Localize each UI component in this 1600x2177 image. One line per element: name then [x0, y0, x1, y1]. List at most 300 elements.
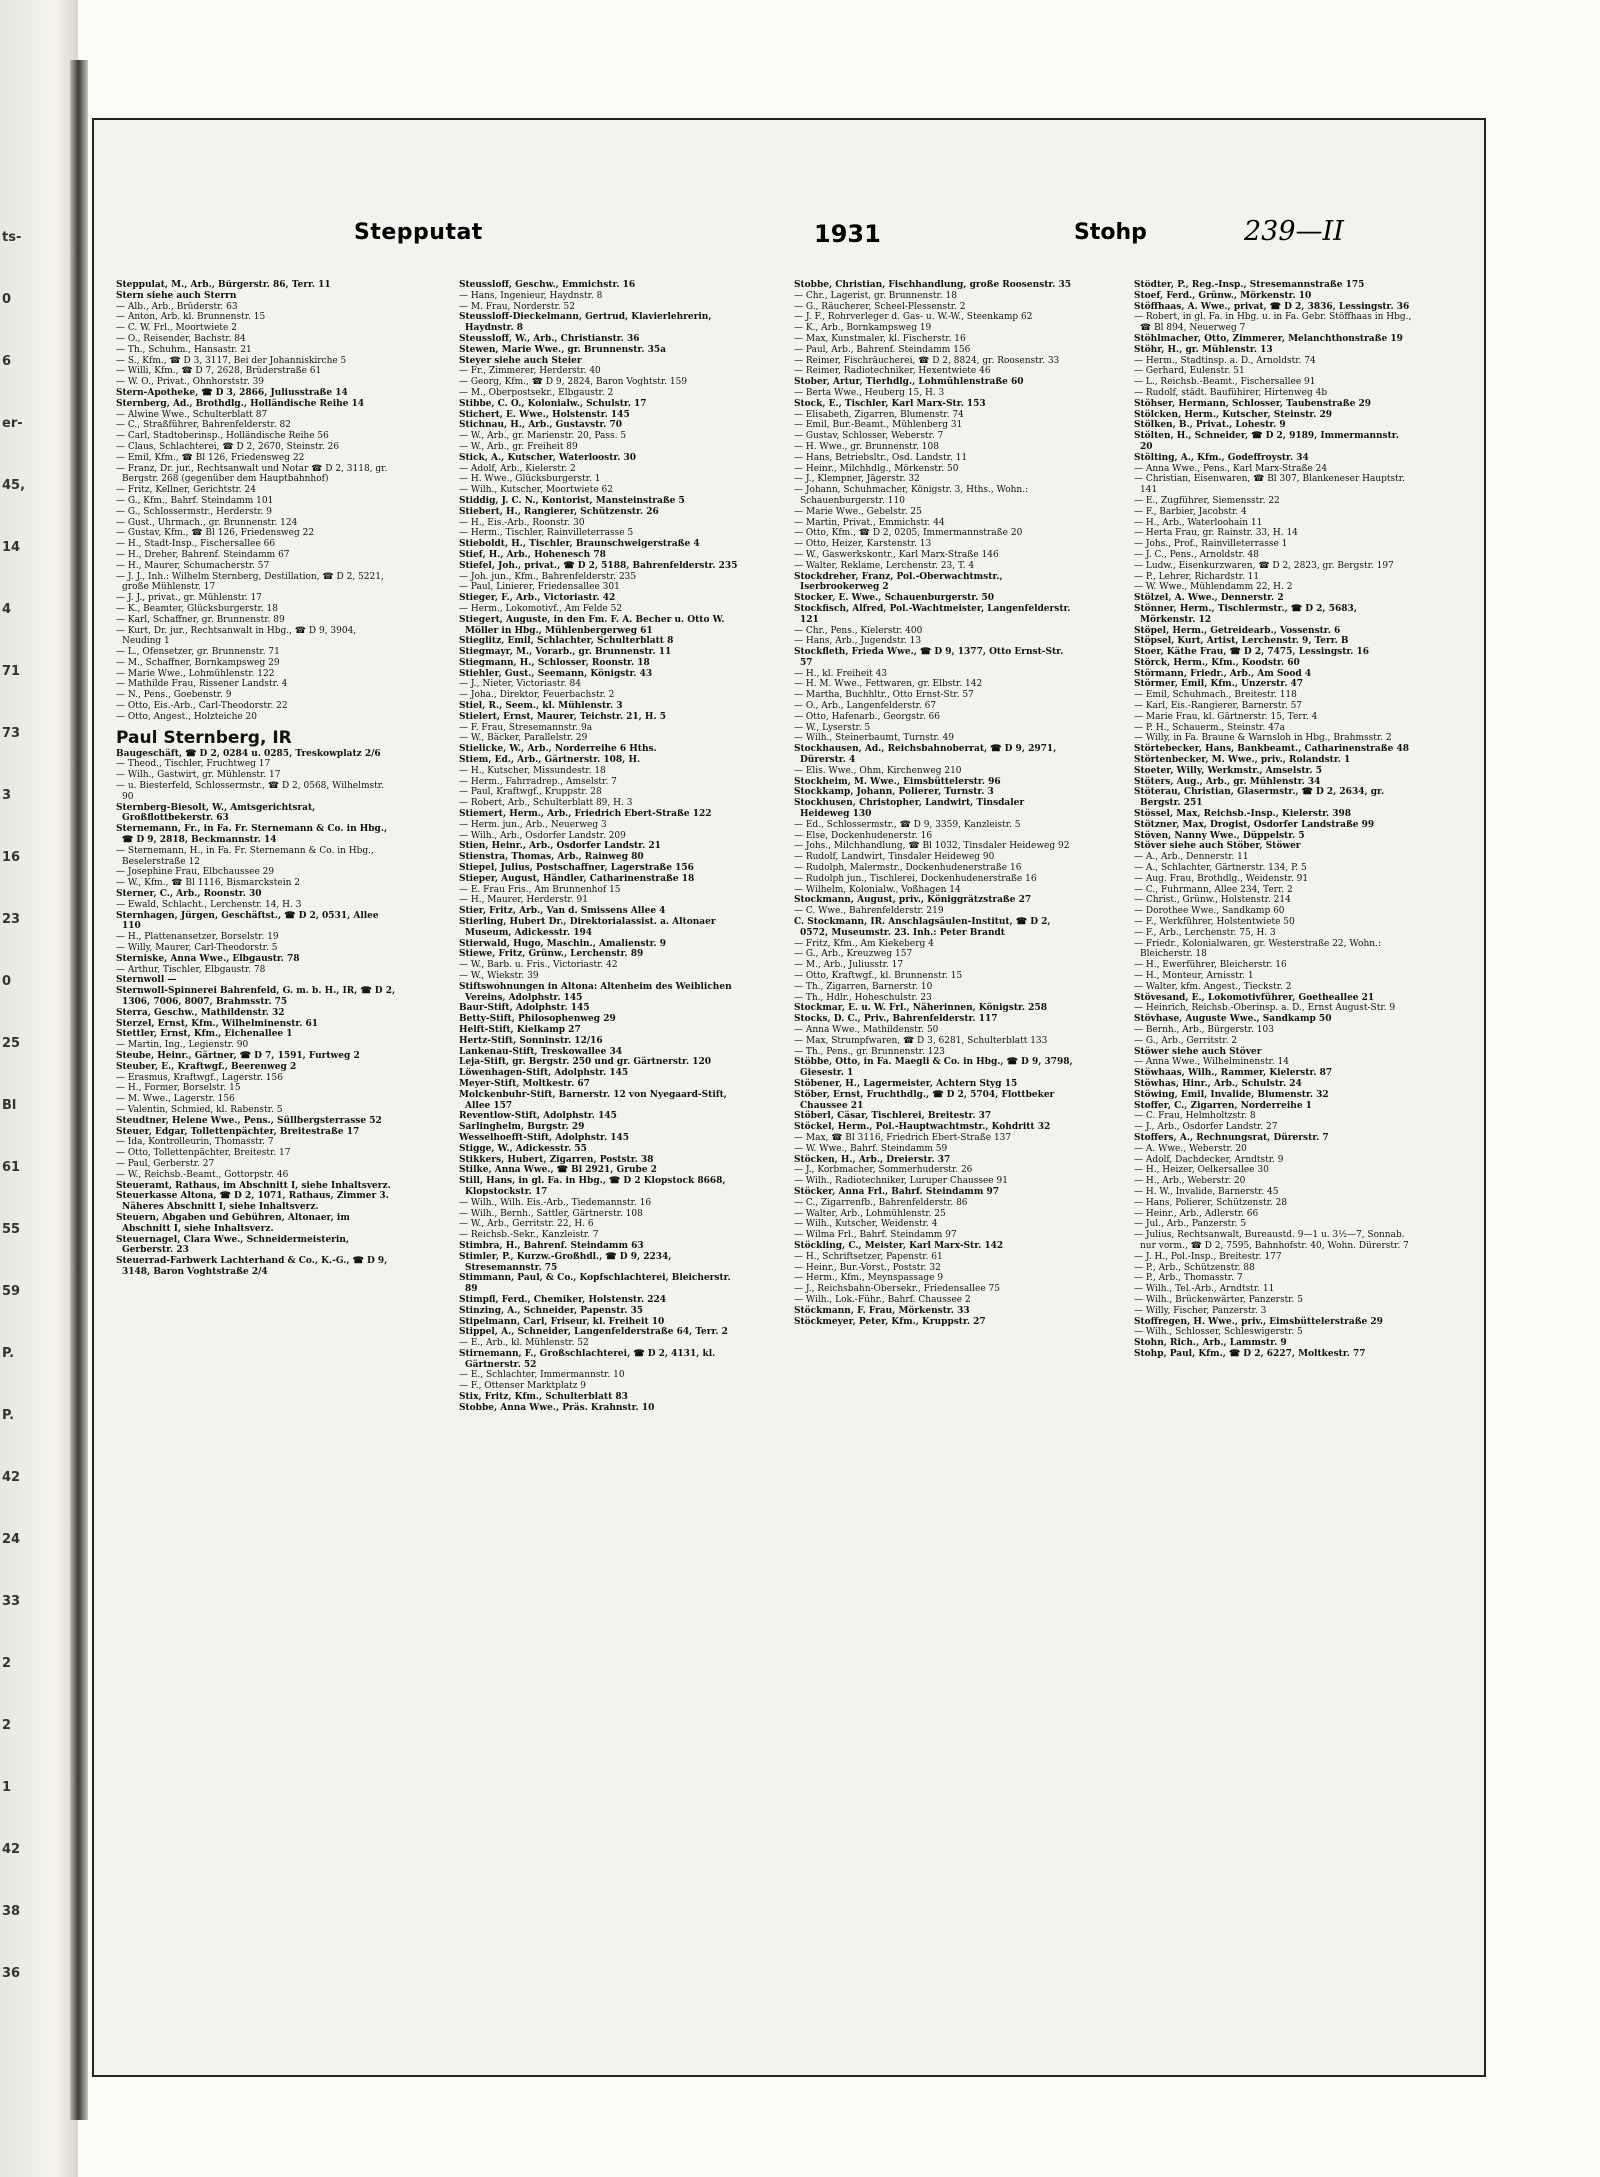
directory-entry: — Paul, Linierer, Friedensallee 301 — [459, 582, 620, 593]
directory-entry: Stölzel, A. Wwe., Dennerstr. 2 — [1134, 593, 1284, 604]
directory-entry: Stöhlmacher, Otto, Zimmerer, Melanchthonstraße 19 — [1134, 333, 1403, 344]
directory-entry: — M., Oberpostsekr., Elbgaustr. 2 — [459, 387, 614, 398]
directory-entry: — Otto, Kraftwgf., kl. Brunnenstr. 15 — [794, 971, 963, 981]
margin-fragment: P. — [2, 1408, 15, 1423]
directory-entry: — Emil, Schuhmach., Breitestr. 118 — [1134, 690, 1297, 701]
directory-entry: — G., Arb., Kreuzweg 157 — [794, 949, 913, 960]
directory-entry: Stiel, R., Seem., kl. Mühlenstr. 3 — [459, 701, 623, 712]
directory-entry: Stobbe, Anna Wwe., Präs. Krahnstr. 10 — [459, 1402, 655, 1413]
directory-entry: Sterner, C., Arb., Roonstr. 30 — [116, 889, 262, 900]
directory-entry: Sternberg-Biesolt, W., Amtsgerichtsrat, Großflottbekerstr. 63 — [116, 802, 316, 824]
directory-entry: — Paul, Kraftwgf., Kruppstr. 28 — [459, 787, 602, 798]
directory-entry: — Aug. Frau, Brothdlg., Weidenstr. 91 — [1134, 873, 1309, 884]
directory-entry: — Hans, Polierer, Schützenstr. 28 — [1134, 1197, 1288, 1208]
directory-entry: Stöterau, Christian, Glasermstr., ☎ D 2, 2634, gr. Bergstr. 251 — [1134, 787, 1385, 809]
directory-entry: — P., Arb., Thomasstr. 7 — [1134, 1273, 1243, 1284]
page-number: 239—II — [1244, 216, 1344, 247]
directory-entry: Stockfisch, Alfred, Pol.-Wachtmeister, Langenfelderstr. 121 — [794, 603, 1071, 625]
directory-entry: Stien, Heinr., Arb., Osdorfer Landstr. 21 — [459, 841, 661, 852]
directory-entry: Leja-Stift, gr. Bergstr. 250 und gr. Gärtnerstr. 120 — [459, 1057, 712, 1068]
directory-entry: — W., Bäcker, Parallelstr. 29 — [459, 733, 588, 744]
margin-fragment: 3 — [2, 788, 12, 803]
directory-entry: Stiefel, Joh., privat., ☎ D 2, 5188, Bahrenfelderstr. 235 — [459, 560, 738, 571]
directory-entry: — Marie Wwe., Gebelstr. 25 — [794, 506, 922, 517]
directory-entry: — Max, Strumpfwaren, ☎ D 3, 6281, Schulterblatt 133 — [794, 1035, 1048, 1046]
directory-entry: Stöbener, H., Lagermeister, Achtern Styg 15 — [794, 1078, 1018, 1089]
directory-entry: — Christ., Grünw., Holstenstr. 214 — [1134, 895, 1291, 906]
directory-entry: Stimler, P., Kurzw.-Großhdl., ☎ D 9, 2234, Stresemannstr. 75 — [459, 1251, 672, 1273]
directory-entry: — P. H., Schauerm., Steinstr. 47a — [1134, 722, 1286, 733]
directory-entry: — J., Klempner, Jägerstr. 32 — [794, 474, 920, 485]
directory-entry: — Joha., Direktor, Feuerbachstr. 2 — [459, 690, 615, 701]
directory-entry: — Willy, Maurer, Carl-Theodorstr. 5 — [116, 943, 278, 954]
directory-entry: — Wilh., Brückenwärter, Panzerstr. 5 — [1134, 1294, 1303, 1305]
directory-entry: — C., Straßführer, Bahrenfelderstr. 82 — [116, 420, 291, 431]
directory-entry: — Hans, Ingenieur, Haydnstr. 8 — [459, 290, 603, 301]
directory-entry: — Emil, Kfm., ☎ Bl 126, Friedensweg 22 — [116, 452, 305, 463]
directory-entry: — G., Räucherer, Scheel-Plessenstr. 2 — [794, 301, 966, 312]
directory-entry: — J., Reichsbahn-Obersekr., Friedensallee 75 — [794, 1284, 1000, 1295]
directory-entry: Baugeschäft, ☎ D 2, 0284 u. 0285, Treskowplatz 2/6 — [116, 748, 381, 759]
directory-entry: — Rudolf, städt. Baufühirer, Hirtenweg 4b — [1134, 387, 1328, 398]
directory-entry: Stöcker, Anna Frl., Bahrf. Steindamm 97 — [794, 1186, 999, 1197]
directory-entry: Stöver siehe auch Stöber, Stöwer — [1134, 841, 1301, 852]
directory-entry: Steyer siehe auch Steier — [459, 355, 582, 366]
directory-entry: — Wilh., Wilh. Eis.-Arb., Tiedemannstr. 16 — [459, 1197, 652, 1208]
directory-entry: — A., Arb., Dennerstr. 11 — [1134, 852, 1249, 863]
margin-fragment: 6 — [2, 354, 12, 369]
directory-entry: — J. J., Inh.: Wilhelm Sternberg, Destillation, ☎ D 2, 5221, große Mühlenstr. 17 — [116, 571, 384, 593]
directory-entry: — Arthur, Tischler, Elbgaustr. 78 — [116, 964, 266, 975]
directory-entry: Stöwhas, Hinr., Arb., Schulstr. 24 — [1134, 1078, 1302, 1089]
page-header — [354, 216, 1434, 260]
directory-entry: Stichert, E. Wwe., Holstenstr. 145 — [459, 409, 630, 420]
directory-entry: — P., Lehrer, Richardstr. 11 — [1134, 571, 1260, 582]
directory-entry: — J. F., Rohrverleger d. Gas- u. W.-W., Steenkamp 62 — [794, 312, 1033, 323]
directory-entry: Steussloff, W., Arb., Christianstr. 36 — [459, 333, 640, 344]
directory-entry: — A. Wwe., Weberstr. 20 — [1134, 1143, 1247, 1154]
directory-entry: — F., Werkführer, Holstentwiete 50 — [1134, 917, 1295, 928]
directory-entry: — H., Stadt-Insp., Fischersallee 66 — [116, 539, 276, 550]
directory-entry: — Elisabeth, Zigarren, Blumenstr. 74 — [794, 409, 964, 420]
directory-entry: Sarlinghelm, Burgstr. 29 — [459, 1122, 585, 1133]
directory-entry: — S., Kfm., ☎ D 3, 3117, Bei der Johanniskirche 5 — [116, 355, 347, 366]
directory-entry: Hertz-Stift, Sonninstr. 12/16 — [459, 1035, 603, 1046]
directory-entry: Stick, A., Kutscher, Waterloostr. 30 — [459, 452, 637, 463]
directory-entry: — H., Plattenansetzer, Borselstr. 19 — [116, 932, 279, 943]
directory-entry: — H., Schriftsetzer, Papenstr. 61 — [794, 1251, 943, 1262]
directory-entry: — Rudolph jun., Tischlerei, Dockenhudenerstraße 16 — [794, 873, 1037, 884]
directory-entry: — Heinr., Milchhdlg., Mörkenstr. 50 — [794, 463, 959, 474]
directory-entry: Stockmann, August, priv., Königgrätzstraße 27 — [794, 895, 1032, 906]
directory-entry: Stiewe, Fritz, Grünw., Lerchenstr. 89 — [459, 949, 644, 960]
directory-entry: Stöven, Nanny Wwe., Düppelstr. 5 — [1134, 830, 1305, 841]
directory-entry: — Otto, Hafenarb., Georgstr. 66 — [794, 711, 941, 722]
directory-entry: Stimpfl, Ferd., Chemiker, Holstenstr. 224 — [459, 1294, 667, 1305]
directory-entry: Steuerkasse Altona, ☎ D 2, 1071, Rathaus, Zimmer 3. Näheres Abschnitt I, siehe Inhaltsverz. — [116, 1191, 389, 1213]
directory-entry: — Herm., Tischler, Rainvilleterrasse 5 — [459, 528, 634, 539]
directory-entry: Störmann, Friedr., Arb., Am Sood 4 — [1134, 668, 1312, 679]
directory-entry: — W., Reichsb.-Beamt., Gottorpstr. 46 — [116, 1169, 289, 1180]
margin-fragment: 33 — [2, 1594, 21, 1609]
directory-entry: C. Stockmann, IR. Anschlagsäulen-Institut, ☎ D 2, 0572, Museumstr. 23. Inh.: Peter Brandt — [794, 917, 1051, 938]
directory-entry: Stier, Fritz, Arb., Van d. Smissens Allee 4 — [459, 906, 666, 917]
directory-entry: Stöwer siehe auch Stöver — [1134, 1046, 1262, 1057]
directory-entry: Stölken, B., Privat., Lohestr. 9 — [1134, 420, 1286, 431]
directory-entry: — H. W., Invalide, Barnerstr. 45 — [1134, 1186, 1279, 1197]
directory-entry: Stohp, Paul, Kfm., ☎ D 2, 6227, Moltkestr. 77 — [1134, 1348, 1366, 1359]
margin-fragment: er- — [2, 416, 23, 431]
directory-entry: — Anna Wwe., Wilhelminenstr. 14 — [1134, 1057, 1289, 1068]
directory-entry: Stöcken, H., Arb., Dreierstr. 37 — [794, 1154, 951, 1165]
directory-entry: — Willy, Fischer, Panzerstr. 3 — [1134, 1305, 1267, 1316]
directory-entry: Stix, Fritz, Kfm., Schulterblatt 83 — [459, 1392, 628, 1403]
directory-entry: — F. Frau, Stresemannstr. 9a — [459, 722, 593, 733]
directory-entry: — H., Heizer, Oelkersallee 30 — [1134, 1165, 1269, 1176]
directory-entry: — Rudolph, Malermstr., Dockenhudenerstraße 16 — [794, 863, 1022, 874]
margin-fragment: 1 — [2, 1780, 12, 1795]
margin-fragment: 38 — [2, 1904, 21, 1919]
directory-entry: — Paul, Gerberstr. 27 — [116, 1158, 215, 1169]
directory-entry: Steussloff-Dieckelmann, Gertrud, Klavierlehrerin, Haydnstr. 8 — [459, 312, 712, 334]
directory-entry: — Valentin, Schmied, kl. Rabenstr. 5 — [116, 1104, 283, 1115]
directory-entry: — H., Arb., Weberstr. 20 — [1134, 1176, 1246, 1187]
directory-entry: — H., Maurer, Herderstr. 91 — [459, 895, 588, 906]
directory-entry: Stölting, A., Kfm., Godeffroystr. 34 — [1134, 452, 1309, 463]
margin-fragment: 0 — [2, 292, 12, 307]
directory-entry: — Herm., Kfm., Meynspassage 9 — [794, 1273, 944, 1284]
directory-entry: — C. Frau, Helmholtzstr. 8 — [1134, 1111, 1256, 1122]
directory-entry: — W. O., Privat., Ohnhorststr. 39 — [116, 377, 265, 388]
directory-entry: Störtebecker, Hans, Bankbeamt., Catharinenstraße 48 — [1134, 744, 1409, 755]
directory-entry: — Alwine Wwe., Schulterblatt 87 — [116, 409, 268, 420]
directory-entry: — Friedr., Kolonialwaren, gr. Westerstraße 22, Wohn.: Bleicherstr. 18 — [1134, 938, 1381, 960]
directory-entry: — Chr., Lagerist, gr. Brunnenstr. 18 — [794, 290, 957, 301]
directory-entry: Stödter, P., Reg.-Insp., Stresemannstraße 175 — [1134, 280, 1365, 290]
directory-entry: Stewen, Marie Wwe., gr. Brunnenstr. 35a — [459, 344, 666, 355]
directory-entry: — Wilhelm, Kolonialw., Voßhagen 14 — [794, 884, 961, 895]
directory-entry: Steppulat, M., Arb., Bürgerstr. 86, Terr. 11 — [116, 280, 331, 290]
directory-entry: — u. Biesterfeld, Schlossermstr., ☎ D 2, 0568, Wilhelmstr. 90 — [116, 781, 384, 802]
margin-fragment: 16 — [2, 850, 21, 865]
margin-fragment: 42 — [2, 1842, 21, 1857]
directory-entry: Stipelmann, Carl, Friseur, kl. Freiheit 10 — [459, 1316, 665, 1327]
directory-entry: — K., Arb., Bornkampsweg 19 — [794, 323, 932, 334]
directory-entry: Stockdreher, Franz, Pol.-Oberwachtmstr., Iserbrookerweg 2 — [794, 571, 1003, 593]
directory-entry: — H., Kutscher, Missundestr. 18 — [459, 765, 606, 776]
directory-entry: — Reimer, Radiotechniker, Hexentwiete 46 — [794, 366, 991, 377]
directory-entry: Stigge, W., Adickesstr. 55 — [459, 1143, 587, 1154]
directory-entry: — Joh. jun., Kfm., Bahrenfelderstr. 235 — [459, 571, 637, 582]
directory-entry: — Dorothee Wwe., Sandkamp 60 — [1134, 906, 1285, 917]
directory-entry: Stockhusen, Christopher, Landwirt, Tinsdaler Heideweg 130 — [794, 798, 1025, 820]
directory-entry: — Emil, Bur.-Beamt., Mühlenberg 31 — [794, 420, 963, 431]
directory-entry: — Otto, Angest., Holzteiche 20 — [116, 711, 257, 722]
directory-entry: — J., Nieter, Victoriastr. 84 — [459, 679, 581, 690]
directory-entry: — Hans, Betriebsltr., Osd. Landstr. 11 — [794, 452, 968, 463]
directory-entry: — Walter, kfm. Angest., Tieckstr. 2 — [1134, 981, 1292, 992]
directory-entry: Störck, Herm., Kfm., Koodstr. 60 — [1134, 657, 1300, 668]
directory-entry: Sternwoll-Spinnerei Bahrenfeld, G. m. b. H., IR, ☎ D 2, 1306, 7006, 8007, Brahmsstr. 75 — [116, 986, 396, 1007]
directory-entry: Sterra, Geschw., Mathildenstr. 32 — [116, 1007, 285, 1018]
directory-entry: — Otto, Kfm., ☎ D 2, 0205, Immermannstraße 20 — [794, 528, 1023, 539]
directory-entry: — Bernh., Arb., Bürgerstr. 103 — [1134, 1024, 1274, 1035]
margin-fragment: 2 — [2, 1656, 12, 1671]
directory-entry: Stöpel, Herm., Getreidearb., Vossenstr. 6 — [1134, 625, 1341, 636]
directory-entry: Stocker, E. Wwe., Schauenburgerstr. 50 — [794, 593, 994, 604]
directory-entry: — Max, Kunstmaler, kl. Fischerstr. 16 — [794, 333, 966, 344]
directory-entry: — Herm., Stadtinsp. a. D., Arnoldstr. 74 — [1134, 355, 1316, 366]
directory-entry: — Th., Hdlr., Hoheschulstr. 23 — [794, 992, 932, 1003]
directory-entry: — Herm. jun., Arb., Neuerweg 3 — [459, 819, 607, 830]
directory-entry: Stockheim, M. Wwe., Eimsbüttelerstr. 96 — [794, 776, 1001, 787]
directory-entry: Stöckmeyer, Peter, Kfm., Kruppstr. 27 — [794, 1316, 986, 1327]
directory-entry: Stettler, Ernst, Kfm., Eichenallee 1 — [116, 1029, 293, 1040]
directory-entry: — Martin, Privat., Emmichstr. 44 — [794, 517, 945, 528]
directory-entry: Stöhser, Hermann, Schlosser, Taubenstraße 29 — [1134, 398, 1371, 409]
directory-entry: Stiddig, J. C. N., Kontorist, Mansteinstraße 5 — [459, 495, 685, 506]
directory-entry: Stölcken, Herm., Kutscher, Steinstr. 29 — [1134, 409, 1332, 420]
book-spine — [70, 60, 88, 2120]
directory-entry: Stieglitz, Emil, Schlachter, Schulterblatt 8 — [459, 636, 674, 647]
margin-fragment: 61 — [2, 1160, 21, 1175]
directory-entry: Stief, H., Arb., Hohenesch 78 — [459, 549, 606, 560]
directory-entry: — Otto, Tollettenpächter, Breitestr. 17 — [116, 1148, 291, 1159]
directory-entry: Stobbe, Christian, Fischhandlung, große Roosenstr. 35 — [794, 280, 1072, 290]
margin-fragment: 25 — [2, 1036, 21, 1051]
directory-entry: — Robert, Arb., Schulterblatt 89, H. 3 — [459, 798, 633, 809]
column-3 — [794, 280, 1074, 2070]
directory-entry: Stöberl, Cäsar, Tischlerei, Breitestr. 37 — [794, 1111, 992, 1122]
directory-entry: Baur-Stift, Adolphstr. 145 — [459, 1003, 590, 1014]
directory-entry: Stern-Apotheke, ☎ D 3, 2866, Juliusstraße 14 — [116, 387, 348, 398]
directory-entry: Stockmar, E. u. W. Frl., Näherinnen, Königstr. 258 — [794, 1003, 1047, 1014]
directory-entry: Stöwhaas, Wilh., Rammer, Kielerstr. 87 — [1134, 1068, 1333, 1079]
column-4 — [1134, 280, 1414, 2070]
margin-fragment: 14 — [2, 540, 21, 555]
directory-entry: — M. Wwe., Lagerstr. 156 — [116, 1094, 235, 1105]
directory-entry: — Walter, Reklame, Lerchenstr. 23, T. 4 — [794, 560, 975, 571]
directory-entry: — Fritz, Kfm., Am Kiekeberg 4 — [794, 938, 934, 949]
directory-entry: Stoer, Käthe Frau, ☎ D 2, 7475, Lessingstr. 16 — [1134, 647, 1370, 658]
directory-entry: — Martin, Ing., Legienstr. 90 — [116, 1040, 249, 1051]
directory-entry: Steuernagel, Clara Wwe., Schneidermeisterin, Gerberstr. 23 — [116, 1234, 350, 1256]
directory-entry: — Reimer, Fischräucherei, ☎ D 2, 8824, gr. Roosenstr. 33 — [794, 355, 1060, 366]
margin-fragment: 0 — [2, 974, 12, 989]
directory-entry: — Johann, Schuhmacher, Königstr. 3, Hths., Wohn.: Schauenburgerstr. 110 — [794, 485, 1029, 506]
directory-entry: — Herta Frau, gr. Rainstr. 33, H. 14 — [1134, 528, 1298, 539]
directory-entry: — H. M. Wwe., Fettwaren, gr. Elbstr. 142 — [794, 679, 983, 690]
directory-entry: Stieger, F., Arb., Victoriastr. 42 — [459, 593, 616, 604]
directory-entry: — Karl, Eis.-Rangierer, Barnerstr. 57 — [1134, 701, 1303, 712]
directory-entry: — Th., Zigarren, Barnerstr. 10 — [794, 981, 933, 992]
directory-entry: — Otto, Eis.-Arb., Carl-Theodorstr. 22 — [116, 701, 288, 712]
directory-entry: — N., Pens., Goebenstr. 9 — [116, 690, 232, 701]
directory-entry: — E., Arb., kl. Mühlenstr. 52 — [459, 1338, 589, 1349]
directory-entry: Stielert, Ernst, Maurer, Teichstr. 21, H. 5 — [459, 711, 666, 722]
directory-entry: — J. C., Pens., Arnoldstr. 48 — [1134, 549, 1259, 560]
directory-entry: Sternberg, Ad., Brothdlg., Holländische Reihe 14 — [116, 398, 365, 409]
directory-entry: Lankenau-Stift, Treskowallee 34 — [459, 1046, 623, 1057]
directory-entry: — Johs., Milchhandlung, ☎ Bl 1032, Tinsdaler Heideweg 92 — [794, 841, 1070, 852]
directory-entry: Helft-Stift, Kielkamp 27 — [459, 1024, 581, 1035]
directory-entry: Sternemann, Fr., in Fa. Fr. Sternemann & Co. in Hbg., ☎ D 9, 2818, Beckmannstr. 14 — [116, 824, 388, 846]
directory-entry: — G., Arb., Gerritstr. 2 — [1134, 1035, 1238, 1046]
directory-entry: Stikkers, Hubert, Zigarren, Poststr. 38 — [459, 1154, 654, 1165]
column-1 — [116, 280, 396, 2070]
directory-entry: Stiem, Ed., Arb., Gärtnerstr. 108, H. — [459, 755, 641, 766]
directory-entry: — Otto, Heizer, Karstenstr. 13 — [794, 539, 932, 550]
margin-fragment: 55 — [2, 1222, 21, 1237]
margin-fragment: 59 — [2, 1284, 21, 1299]
directory-entry: Stieper, August, Händler, Catharinenstraße 18 — [459, 873, 695, 884]
directory-entry: — J. J., privat., gr. Mühlenstr. 17 — [116, 593, 262, 604]
directory-entry: Stockhausen, Ad., Reichsbahnoberrat, ☎ D 9, 2971, Dürerstr. 4 — [794, 744, 1057, 766]
directory-entry: — Mathilde Frau, Rissener Landstr. 4 — [116, 679, 288, 690]
directory-entry: — W., Lyserstr. 5 — [794, 722, 871, 733]
directory-entry: — Gust., Uhrmach., gr. Brunnenstr. 124 — [116, 517, 298, 528]
directory-entry: — J. H., Pol.-Insp., Breitestr. 177 — [1134, 1251, 1282, 1262]
directory-entry: — Th., Pens., gr. Brunnenstr. 123 — [794, 1046, 945, 1057]
directory-entry: — Gerhard, Eulenstr. 51 — [1134, 366, 1245, 377]
directory-entry: Stövhase, Auguste Wwe., Sandkamp 50 — [1134, 1014, 1332, 1025]
directory-entry: — P., Arb., Schützenstr. 88 — [1134, 1262, 1255, 1273]
directory-entry: — L., Reichsb.-Beamt., Fischersallee 91 — [1134, 377, 1316, 388]
directory-entry: — H., Former, Borselstr. 15 — [116, 1083, 241, 1094]
directory-entry: Stieboldt, H., Tischler, Braunschweigerstraße 4 — [459, 539, 700, 550]
directory-entry: Störmer, Emil, Kfm., Unzerstr. 47 — [1134, 679, 1304, 690]
directory-entry: — Anton, Arb. kl. Brunnenstr. 15 — [116, 312, 266, 323]
directory-entry: — H., Ewerführer, Bleicherstr. 16 — [1134, 960, 1287, 971]
directory-entry: — Fr., Zimmerer, Herderstr. 40 — [459, 366, 601, 377]
directory-page — [92, 118, 1486, 2077]
directory-entry: — W., Arb., Gerritstr. 22, H. 6 — [459, 1219, 594, 1230]
directory-entry: Steuerrad-Farbwerk Lachterhand & Co., K.-G., ☎ D 9, 3148, Baron Voghtstraße 2/4 — [116, 1256, 388, 1277]
directory-entry: Stölten, H., Schneider, ☎ D 2, 9189, Immermannstr. 20 — [1134, 431, 1399, 452]
directory-entry: — M., Schaffner, Bornkampsweg 29 — [116, 657, 280, 668]
directory-entry: Stibbe, C. O., Kolonialw., Schulstr. 17 — [459, 398, 647, 409]
column-2 — [459, 280, 739, 2070]
directory-entry: Stöber, Ernst, Fruchthdlg., ☎ D 2, 5704, Flottbeker Chaussee 21 — [794, 1089, 1055, 1111]
directory-entry: — M., Arb., Juliusstr. 17 — [794, 960, 904, 971]
directory-entry: — M. Frau, Norderstr. 52 — [459, 301, 575, 312]
directory-entry: Steuer, Edgar, Tollettenpächter, Breitestraße 17 — [116, 1126, 360, 1137]
directory-entry: Steueramt, Rathaus, im Abschnitt I, siehe Inhaltsverz. — [116, 1180, 391, 1191]
directory-entry: — Christian, Eisenwaren, ☎ Bl 307, Blankeneser Hauptstr. 141 — [1134, 474, 1405, 496]
directory-entry: Stöffhaas, A. Wwe., privat, ☎ D 2, 3836, Lessingstr. 36 — [1134, 301, 1410, 312]
directory-entry: — Ludw., Eisenkurzwaren, ☎ D 2, 2823, gr. Bergstr. 197 — [1134, 560, 1394, 571]
margin-fragment: 42 — [2, 1470, 21, 1485]
directory-entry: Stoffregen, H. Wwe., priv., Eimsbüttelerstraße 29 — [1134, 1316, 1383, 1327]
directory-entry: Stern siehe auch Sterrn — [116, 290, 237, 301]
directory-entry: — Marie Wwe., Lohmühlenstr. 122 — [116, 668, 275, 679]
directory-entry: — Adolf, Arb., Kielerstr. 2 — [459, 463, 576, 474]
directory-entry: — Fritz, Kellner, Gerichtstr. 24 — [116, 485, 256, 496]
margin-fragment: 36 — [2, 1966, 21, 1981]
directory-entry: Steuber, E., Kraftwgf., Beerenweg 2 — [116, 1061, 297, 1072]
right-guide-word: Stohp — [1074, 220, 1147, 245]
directory-entry: — E. Frau Fris., Am Brunnenhof 15 — [459, 884, 621, 895]
directory-entry: — J., Korbmacher, Sommerhuderstr. 26 — [794, 1165, 973, 1176]
directory-entry: Stöckel, Herm., Pol.-Hauptwachtmstr., Kohdritt 32 — [794, 1122, 1051, 1133]
directory-entry: — W., Kfm., ☎ Bl 1116, Bismarckstein 2 — [116, 878, 300, 889]
directory-entry: — Wilh., Arb., Osdorfer Landstr. 209 — [459, 830, 626, 841]
directory-entry: — O., Arb., Langenfelderstr. 67 — [794, 701, 937, 712]
directory-entry: Betty-Stift, Philosophenweg 29 — [459, 1014, 616, 1025]
directory-entry: Stilke, Anna Wwe., ☎ Bl 2921, Grube 2 — [459, 1165, 657, 1176]
directory-entry: Stötzner, Max, Drogist, Osdorfer Landstraße 99 — [1134, 819, 1375, 830]
directory-entry: — Willy, in Fa. Braune & Warnsloh in Hbg., Brahmsstr. 2 — [1134, 733, 1392, 744]
directory-entry: Stiemert, Herm., Arb., Friedrich Ebert-Straße 122 — [459, 809, 712, 820]
directory-entry: — H., Eis.-Arb., Roonstr. 30 — [459, 517, 585, 528]
directory-entry: — Kurt, Dr. jur., Rechtsanwalt in Hbg., ☎ D 9, 3904, Neuding 1 — [116, 625, 357, 647]
directory-entry: — Max, ☎ Bl 3116, Friedrich Ebert-Straße 137 — [794, 1132, 1012, 1143]
directory-entry: — W., Wiekstr. 39 — [459, 971, 539, 981]
directory-entry: — Martha, Buchhltr., Otto Ernst-Str. 57 — [794, 690, 974, 701]
directory-entry: Löwenhagen-Stift, Adolphstr. 145 — [459, 1068, 629, 1079]
directory-entry: Stiegert, Auguste, in den Fm. F. A. Becher u. Otto W. Möller in Hbg., Mühlenbergerweg 61 — [459, 614, 725, 636]
directory-entry: Steudtner, Helene Wwe., Pens., Süllbergsterrasse 52 — [116, 1115, 382, 1126]
directory-entry: Stoef, Ferd., Grünw., Mörkenstr. 10 — [1134, 290, 1312, 301]
directory-entry: Stichnau, H., Arb., Gustavstr. 70 — [459, 420, 623, 431]
directory-entry: Stocks, D. C., Priv., Bahrenfelderstr. 117 — [794, 1014, 998, 1025]
directory-entry: — H., Monteur, Arnisstr. 1 — [1134, 971, 1254, 981]
margin-fragment: 4 — [2, 602, 12, 617]
display-advertisement: Paul Sternberg, IR — [116, 727, 292, 748]
directory-entry: — Jul., Arb., Panzerstr. 5 — [1134, 1219, 1247, 1230]
directory-entry: — Berta Wwe., Heuberg 15, H. 3 — [794, 387, 945, 398]
directory-entry: — Wilh., Schlosser, Schleswigerstr. 5 — [1134, 1327, 1303, 1338]
directory-entry: — Wilh., Kutscher, Moortwiete 62 — [459, 485, 613, 496]
directory-entry: Stockfleth, Frieda Wwe., ☎ D 9, 1377, Otto Ernst-Str. 57 — [794, 647, 1064, 668]
directory-entry: — Marie Frau, kl. Gärtnerstr. 15, Terr. 4 — [1134, 711, 1318, 722]
directory-entry: Stockkamp, Johann, Polierer, Turnstr. 3 — [794, 787, 994, 798]
directory-entry: Stinzing, A., Schneider, Papenstr. 35 — [459, 1305, 644, 1316]
directory-entry: — Julius, Rechtsanwalt, Bureaustd. 9—1 u. 3½—7, Sonnab. nur vorm., ☎ D 2, 7595, Bahnhofstr. 40, Wohn. Dürerstr. 7 — [1134, 1230, 1409, 1251]
directory-entry: — W., Barb. u. Fris., Victoriastr. 42 — [459, 960, 618, 971]
directory-entry: — Wilh., Kutscher, Weidenstr. 4 — [794, 1219, 938, 1230]
directory-entry: — Wilh., Bernh., Sattler, Gärtnerstr. 108 — [459, 1208, 643, 1219]
directory-entry: — C. W. Frl., Moortwiete 2 — [116, 323, 237, 334]
directory-entry: — W. Wwe., Bahrf. Steindamm 59 — [794, 1143, 948, 1154]
directory-entry: — Rudolf, Landwirt, Tinsdaler Heideweg 90 — [794, 852, 995, 863]
directory-entry: Stierling, Hubert Dr., Direktorialassist. a. Altonaer Museum, Adickesstr. 194 — [459, 917, 716, 938]
directory-entry: — Reichsb.-Sekr., Kanzleistr. 7 — [459, 1230, 599, 1241]
directory-entry: — Anna Wwe., Pens., Karl Marx-Straße 24 — [1134, 463, 1328, 474]
margin-fragment: 24 — [2, 1532, 21, 1547]
directory-entry: Wesselhoefft-Stift, Adolphstr. 145 — [459, 1132, 630, 1143]
directory-entry: — W., Gaswerkskontr., Karl Marx-Straße 146 — [794, 549, 999, 560]
margin-fragment: 71 — [2, 664, 21, 679]
directory-entry: Stöwing, Emil, Invalide, Blumenstr. 32 — [1134, 1089, 1329, 1100]
directory-entry: Molckenbuhr-Stift, Barnerstr. 12 von Nyegaard-Stift, Allee 157 — [459, 1089, 727, 1111]
directory-entry: — Alb., Arb., Brüderstr. 63 — [116, 301, 238, 312]
directory-entry: — W., Arb., gr. Freiheit 89 — [459, 441, 578, 452]
margin-fragment: 2 — [2, 1718, 12, 1733]
directory-entry: — F., Ottenser Marktplatz 9 — [459, 1381, 587, 1392]
directory-entry: — Heinrich, Reichsb.-Oberinsp. a. D., Ernst August-Str. 9 — [1134, 1003, 1396, 1014]
directory-entry: Stöters, Aug., Arb., gr. Mühlenstr. 34 — [1134, 776, 1321, 787]
directory-entry: Reventlow-Stift, Adolphstr. 145 — [459, 1111, 617, 1122]
directory-entry: — C. Wwe., Bahrenfelderstr. 219 — [794, 906, 944, 917]
margin-fragment: P. — [2, 1346, 15, 1361]
directory-entry: Stoeter, Willy, Werkmstr., Amselstr. 5 — [1134, 765, 1322, 776]
directory-entry: — F., Barbier, Jacobstr. 4 — [1134, 506, 1247, 517]
directory-entry: — Erasmus, Kraftwgf., Lagerstr. 156 — [116, 1072, 283, 1083]
directory-entry: Stielicke, W., Arb., Norderreihe 6 Hths. — [459, 744, 657, 755]
directory-entry: — Herm., Fahrradrep., Amselstr. 7 — [459, 776, 617, 787]
directory-entry: — K., Beamter, Glücksburgerstr. 18 — [116, 603, 278, 614]
